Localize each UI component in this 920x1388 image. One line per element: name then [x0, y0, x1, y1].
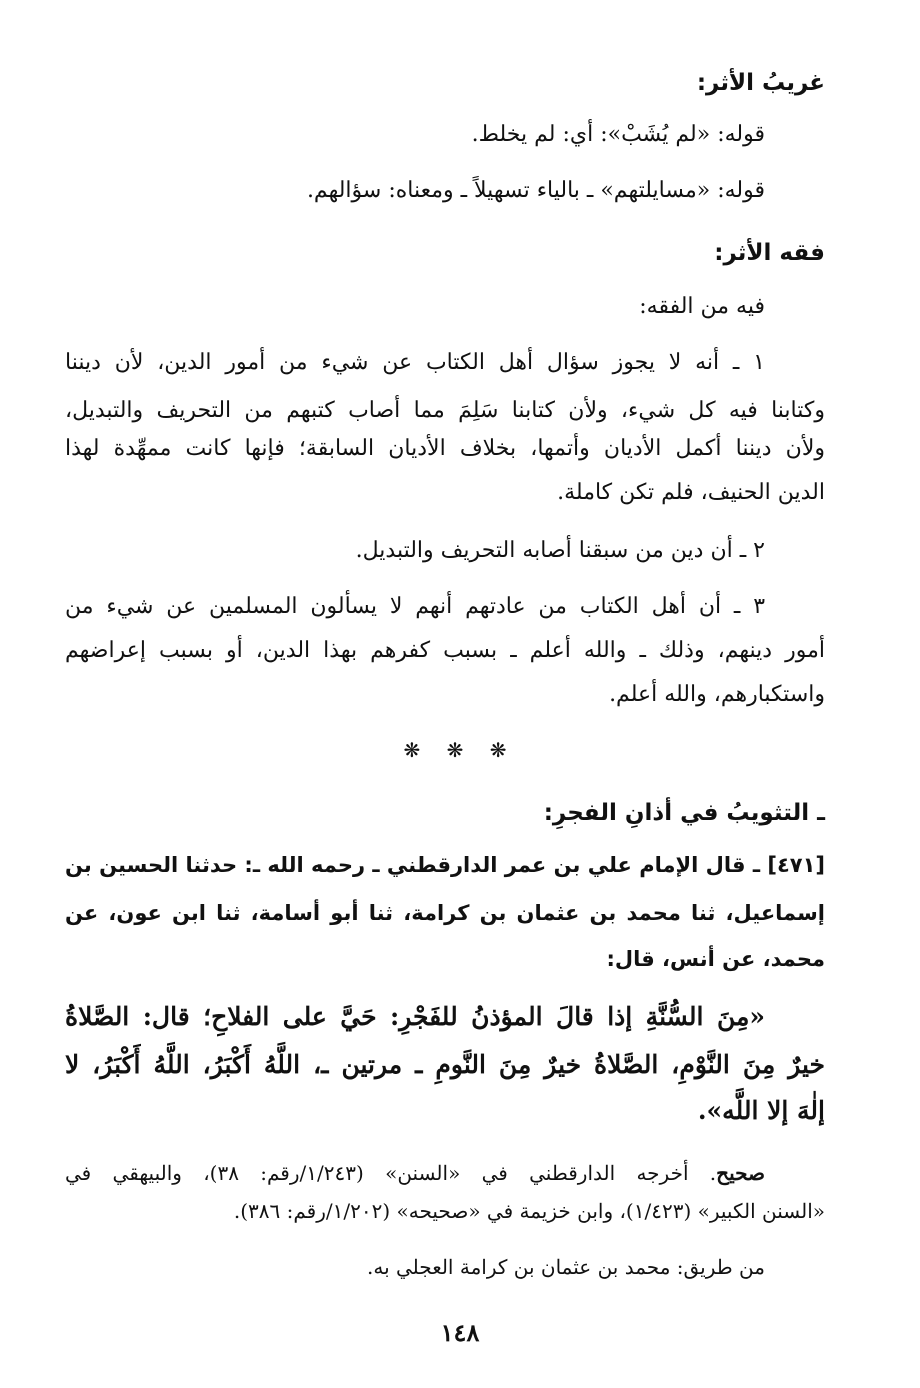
tathwib-heading: ـ التثويبُ في أذانِ الفجرِ: — [543, 800, 825, 826]
isnad-line-1: [٤٧١] ـ قال الإمام علي بن عمر الدارقطني ـ رحمه الله ـ: حدثنا الحسين بن — [65, 853, 825, 877]
takhrij-line-1 — [65, 1158, 765, 1188]
page-number: ١٤٨ — [440, 1318, 480, 1347]
section-separator: ❋ ❋ ❋ — [403, 738, 517, 762]
point-1-line-1: ١ ـ أنه لا يجوز سؤال أهل الكتاب عن شيء من أمور الدين، لأن ديننا — [65, 350, 765, 375]
point-3-line-3: واستكبارهم، والله أعلم. — [609, 682, 825, 707]
gharib-line-2: قوله: «مسايلتهم» ـ بالياء تسهيلاً ـ ومعناه: سؤالهم. — [306, 178, 765, 203]
fiqh-heading: فقه الأثر: — [714, 240, 825, 266]
tariq-line: من طريق: محمد بن عثمان بن كرامة العجلي به. — [366, 1255, 765, 1279]
isnad-line-3: محمد، عن أنس، قال: — [606, 947, 825, 971]
matn-line-3: إلٰهَ إلا اللَّه». — [697, 1096, 825, 1125]
fiqh-intro: فيه من الفقه: — [639, 294, 765, 319]
takhrij-line-2: «السنن الكبير» (١/٤٢٣)، وابن خزيمة في «صحيحه» (١/٢٠٢/رقم: ٣٨٦). — [233, 1199, 825, 1223]
gharib-line-1: قوله: «لم يُشَبْ»: أي: لم يخلط. — [471, 122, 765, 147]
point-1-line-2: وكتابنا فيه كل شيء، ولأن كتابنا سَلِمَ مما أصاب كتبهم من التحريف والتبديل، — [65, 398, 825, 423]
point-1-line-4: الدين الحنيف، فلم تكن كاملة. — [557, 480, 825, 505]
point-2: ٢ ـ أن دين من سبقنا أصابه التحريف والتبديل. — [355, 538, 765, 563]
matn-line-1: «مِنَ السُّنَّةِ إذا قالَ المؤذنُ للفَجْرِ: حَيَّ على الفلاحِ؛ قال: الصَّلاةُ — [65, 1002, 765, 1031]
takhrij-label: صحيح — [716, 1161, 765, 1185]
point-3-line-2: أمور دينهم، وذلك ـ والله أعلم ـ بسبب كفرهم بهذا الدين، أو بسبب إعراضهم — [65, 638, 825, 663]
takhrij-text: . أخرجه الدارقطني في «السنن» (١/٢٤٣/رقم: ٣٨)، والبيهقي في — [65, 1161, 717, 1185]
isnad-line-2: إسماعيل، ثنا محمد بن عثمان بن كرامة، ثنا أبو أسامة، ثنا ابن عون، عن — [65, 901, 825, 925]
matn-line-2: خيرٌ مِنَ النَّوْمِ، الصَّلاةُ خيرٌ مِنَ النَّومِ ـ مرتين ـ، اللَّهُ أَكْبَرُ، اللَّهُ أَكْبَرُ، لا — [65, 1050, 825, 1079]
point-3-line-1: ٣ ـ أن أهل الكتاب من عادتهم أنهم لا يسألون المسلمين عن شيء من — [65, 594, 766, 619]
gharib-heading: غريبُ الأثر: — [696, 70, 825, 96]
point-1-line-3: ولأن ديننا أكمل الأديان وأتمها، بخلاف الأديان السابقة؛ فإنها كانت ممهِّدة لهذا — [65, 436, 825, 461]
